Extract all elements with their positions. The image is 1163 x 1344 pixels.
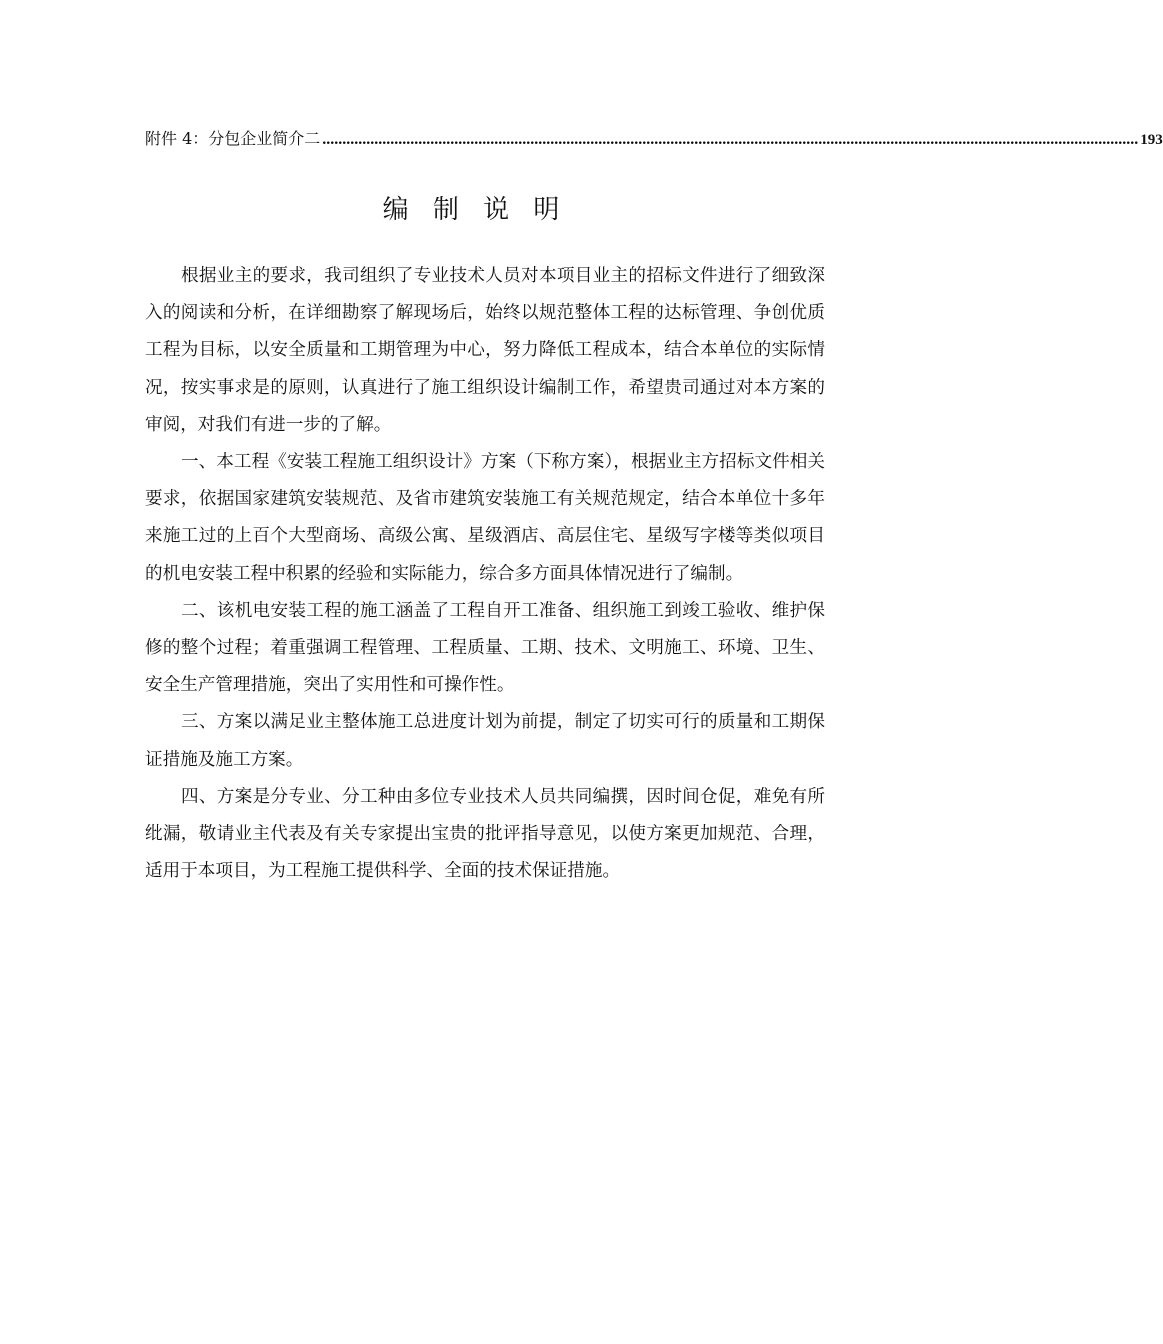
paragraph-intro: 根据业主的要求，我司组织了专业技术人员对本项目业主的招标文件进行了细致深入的阅读和分析，在详细勘察了解现场后，始终以规范整体工程的达标管理、争创优质工程为目标，以安全质量和工期管理为中心，努力降低工程成本，结合本单位的实际情况，按实事求是的原则，认真进行了施工组织设计编制工作，希望贵司通过对本方案的审阅，对我们有进一步的了解。 bbox=[145, 266, 825, 435]
section-title: 编 制 说 明 bbox=[382, 195, 568, 225]
paragraph-3: 三、方案以满足业主整体施工总进度计划为前提，制定了切实可行的质量和工期保证措施及施工方案。 bbox=[145, 712, 825, 770]
toc-page-number: 193 bbox=[1140, 132, 1163, 148]
section-body bbox=[145, 258, 825, 890]
toc-dot-leader: ............................................................................................................................................................................................................ bbox=[322, 131, 1139, 148]
paragraph-4: 四、方案是分专业、分工种由多位专业技术人员共同编撰，因时间仓促，难免有所纰漏，敬请业主代表及有关专家提出宝贵的批评指导意见，以使方案更加规范、合理，适用于本项目，为工程施工提供科学、全面的技术保证措施。 bbox=[145, 786, 825, 882]
paragraph-2: 二、该机电安装工程的施工涵盖了工程自开工准备、组织施工到竣工验收、维护保修的整个过程；着重强调工程管理、工程质量、工期、技术、文明施工、环境、卫生、安全生产管理措施，突出了实用性和可操作性。 bbox=[145, 600, 825, 696]
paragraph-1: 一、本工程《安装工程施工组织设计》方案（下称方案），根据业主方招标文件相关要求，依据国家建筑安装规范、及省市建筑安装施工有关规范规定，结合本单位十多年来施工过的上百个大型商场、高级公寓、星级酒店、高层住宅、星级写字楼等类似项目的机电安装工程中积累的经验和实际能力，综合多方面具体情况进行了编制。 bbox=[145, 452, 825, 584]
toc-entry-label: 附件 4：分包企业简介二 bbox=[145, 129, 321, 148]
toc-entry[interactable] bbox=[145, 126, 1163, 152]
